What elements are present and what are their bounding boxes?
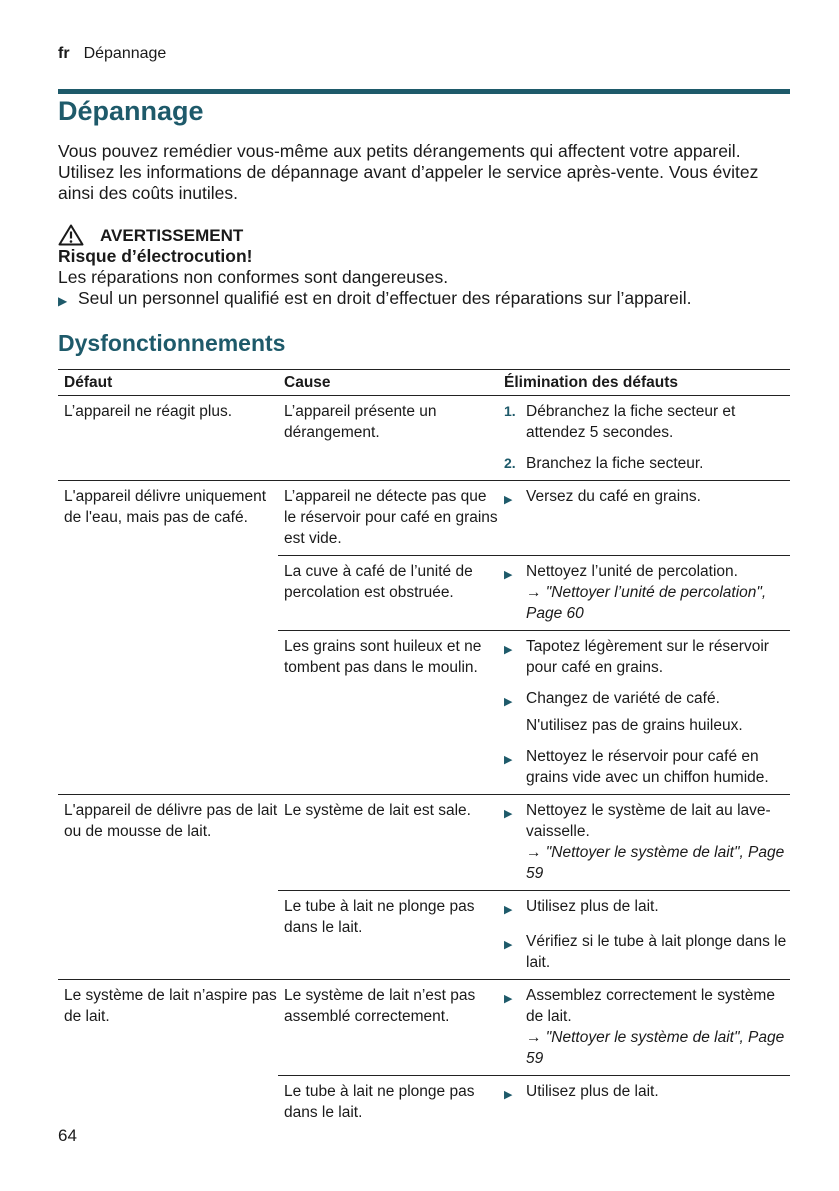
cause-row bbox=[278, 795, 790, 891]
cause-cell: Le tube à lait ne plonge pas dans le lait. bbox=[284, 898, 475, 936]
table-row bbox=[58, 980, 790, 1129]
running-header bbox=[58, 45, 166, 63]
cause-row bbox=[278, 980, 790, 1076]
cause-row bbox=[278, 891, 790, 979]
warning-label: AVERTISSEMENT bbox=[100, 225, 244, 245]
remedy-cell bbox=[498, 891, 790, 979]
step-arrow-icon: ▶ bbox=[504, 1089, 513, 1101]
remedy-cell bbox=[498, 631, 790, 794]
list-item: ▶ Vérifiez si le tube à lait plonge dans le lait. bbox=[504, 933, 787, 971]
step-arrow-icon: ▶ bbox=[504, 569, 513, 581]
table-row bbox=[58, 396, 790, 481]
page-reference-link[interactable]: → "Nettoyer le système de lait", Page 59 bbox=[526, 1029, 785, 1067]
list-item: ▶ Tapotez légèrement sur le réservoir pour café en grains. bbox=[504, 638, 769, 676]
step-arrow-icon: ▶ bbox=[58, 294, 68, 308]
cause-row bbox=[278, 396, 790, 480]
table-row bbox=[58, 481, 790, 795]
remedy-cell bbox=[498, 481, 790, 555]
cause-cell: Les grains sont huileux et ne tombent pas dans le moulin. bbox=[284, 638, 482, 676]
cause-cell: L’appareil ne détecte pas que le réservoir pour café en grains est vide. bbox=[284, 488, 498, 547]
defect-cell: Le système de lait n’aspire pas de lait. bbox=[64, 987, 277, 1025]
warning-heading bbox=[58, 224, 798, 246]
step-arrow-icon: ▶ bbox=[504, 993, 513, 1005]
list-item: ▶ Versez du café en grains. bbox=[504, 486, 790, 511]
table-row bbox=[58, 795, 790, 980]
list-item: 2. Branchez la fiche secteur. bbox=[504, 455, 704, 472]
page-number: 64 bbox=[58, 1126, 77, 1145]
list-item: ▶ Nettoyez l’unité de percolation. → "Nettoyer l’unité de percolation", Page 60 bbox=[504, 563, 767, 622]
cause-row bbox=[278, 631, 790, 794]
step-arrow-icon: ▶ bbox=[504, 754, 513, 766]
page-title: Dépannage bbox=[58, 96, 204, 126]
warning-triangle-icon bbox=[58, 224, 84, 246]
cause-row bbox=[278, 1076, 790, 1129]
warning-step bbox=[58, 288, 798, 312]
cause-cell: L’appareil présente un dérangement. bbox=[284, 403, 437, 441]
page-reference-link[interactable]: → "Nettoyer le système de lait", Page 59 bbox=[526, 844, 785, 882]
list-item: 1. Débranchez la fiche secteur et attendez 5 secondes. bbox=[504, 403, 736, 441]
section-title: Dysfonctionnements bbox=[58, 330, 286, 356]
defect-cell: L’appareil ne réagit plus. bbox=[64, 403, 233, 420]
defect-cell: L'appareil de délivre pas de lait ou de mousse de lait. bbox=[64, 802, 278, 840]
cause-row bbox=[278, 556, 790, 631]
list-item: ▶ Changez de variété de café. N'utilisez pas de grains huileux. bbox=[504, 690, 743, 734]
list-item: ▶ Nettoyez le réservoir pour café en grains vide avec un chiffon humide. bbox=[504, 748, 769, 786]
step-arrow-icon: ▶ bbox=[504, 696, 513, 708]
step-arrow-icon: ▶ bbox=[504, 644, 513, 656]
list-item: ▶ Nettoyez le système de lait au lave-vaisselle. → "Nettoyer le système de lait", Page 59 bbox=[504, 802, 785, 882]
warning-block bbox=[58, 224, 798, 312]
remedy-cell bbox=[498, 556, 790, 630]
list-item: ▶ Utilisez plus de lait. bbox=[504, 896, 790, 921]
remedy-cell bbox=[498, 980, 790, 1075]
header-section: Dépannage bbox=[83, 45, 167, 62]
list-item: ▶ Assemblez correctement le système de lait. → "Nettoyer le système de lait", Page 59 bbox=[504, 987, 785, 1067]
language-code: fr bbox=[58, 45, 70, 62]
step-arrow-icon: ▶ bbox=[504, 494, 513, 506]
step-arrow-icon: ▶ bbox=[504, 939, 513, 951]
page-reference-link[interactable]: → "Nettoyer l’unité de percolation", Page 60 bbox=[526, 584, 767, 622]
header-defect: Défaut bbox=[64, 374, 113, 391]
cause-cell: Le système de lait est sale. bbox=[284, 802, 471, 819]
remedy-cell bbox=[498, 1076, 790, 1129]
cause-cell: Le système de lait n’est pas assemblé correctement. bbox=[284, 987, 476, 1025]
list-item: ▶ Utilisez plus de lait. bbox=[504, 1081, 790, 1106]
cause-cell: La cuve à café de l’unité de percolation est obstruée. bbox=[284, 563, 473, 601]
warning-subtitle: Risque d’électrocution! bbox=[58, 246, 253, 266]
defect-cell: L'appareil délivre uniquement de l'eau, mais pas de café. bbox=[64, 488, 267, 526]
cause-cell: Le tube à lait ne plonge pas dans le lait. bbox=[284, 1083, 475, 1121]
warning-text: Les réparations non conformes sont dangereuses. bbox=[58, 267, 449, 287]
step-arrow-icon: ▶ bbox=[504, 904, 513, 916]
remedy-cell bbox=[498, 396, 790, 480]
header-cause: Cause bbox=[284, 374, 331, 391]
intro-paragraph: Vous pouvez remédier vous-même aux petits dérangements qui affectent votre appareil. Utilisez les informations de dépannage avant d’appeler le service après-vente. Vous évitez ainsi des coûts inutiles. bbox=[58, 141, 759, 203]
remedy-cell bbox=[498, 795, 790, 890]
header-rule bbox=[58, 89, 790, 94]
troubleshooting-table bbox=[58, 369, 790, 1129]
warning-step-text: Seul un personnel qualifié est en droit d’effectuer des réparations sur l’appareil. bbox=[78, 288, 692, 308]
table-header bbox=[58, 370, 790, 396]
header-remedy: Élimination des défauts bbox=[504, 374, 678, 391]
step-arrow-icon: ▶ bbox=[504, 808, 513, 820]
cause-row bbox=[278, 481, 790, 556]
